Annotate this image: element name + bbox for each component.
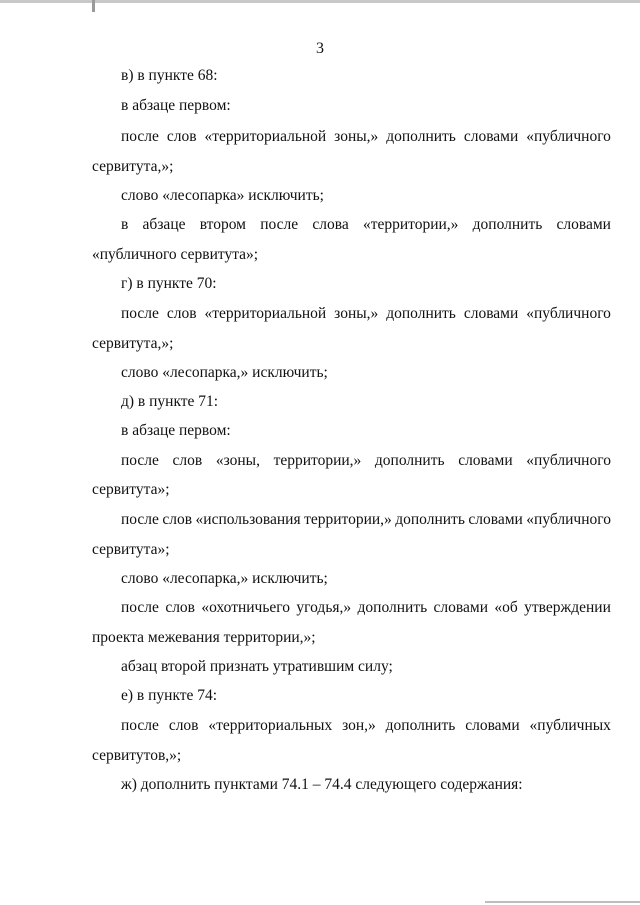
paragraph-line-justified [121,598,611,618]
word: дополнить [395,511,465,528]
paragraph-line: абзац второй признать утратившим силу; [121,658,393,675]
word: «территории,» [362,216,459,233]
item-v-heading: в) в пункте 68: [121,67,218,84]
word: словами [468,511,523,528]
word: территории,» [273,452,362,469]
item-zh-heading: ж) дополнить пунктами 74.1 – 74.4 следующего содержания: [121,776,523,793]
word: слов [172,452,203,469]
word: после [121,717,159,734]
word: «об [494,599,518,616]
word: дополнить [386,128,456,145]
word: слов [166,305,197,322]
word: дополнить [472,216,543,233]
word: словами [458,452,513,469]
word: слов [168,717,199,734]
word: «публичного [526,511,611,528]
word: «публичных [529,717,611,734]
word: словами [433,599,489,616]
word: в [121,216,129,233]
word: словами [463,305,519,322]
word: зоны,» [334,128,379,145]
word: угодья,» [296,599,352,616]
paragraph-line: сервитута»; [92,541,170,558]
paragraph-line-justified [121,716,611,736]
page-number: 3 [316,40,324,57]
word: дополнить [357,599,428,616]
paragraph-line: сервитута,»; [92,158,174,175]
paragraph-line: слово «лесопарка» исключить; [121,187,324,204]
paragraph-line-justified [121,215,611,235]
word: утверждении [524,599,611,616]
word: после [121,128,159,145]
word: территории,» [304,511,392,528]
scan-bottom-edge [485,901,640,903]
paragraph-line: в абзаце первом: [121,97,231,114]
scan-mark [92,0,95,12]
paragraph-line: слово «лесопарка,» исключить; [121,570,328,587]
paragraph-line: сервитута,»; [92,335,174,352]
paragraph-line: сервитута»; [92,481,170,498]
word: дополнить [386,305,456,322]
word: после [121,599,159,616]
word: словами [556,216,611,233]
word: зоны,» [334,305,379,322]
item-d-heading: д) в пункте 71: [121,393,219,410]
word: словами [465,717,520,734]
word: слов [162,511,193,528]
paragraph-line-justified [121,304,611,324]
word: «охотничьего [201,599,291,616]
item-g-heading: г) в пункте 70: [121,275,217,292]
word: после [121,511,159,528]
word: слова [312,216,349,233]
word: зон,» [342,717,376,734]
word: после [121,452,159,469]
paragraph-line: слово «лесопарка,» исключить; [121,364,328,381]
paragraph-line-justified [121,510,611,530]
word: «публичного [526,452,611,469]
paragraph-line: сервитутов,»; [92,747,182,764]
paragraph-line: «публичного сервитута»; [92,246,259,263]
word: слов [165,599,195,616]
word: «территориальных [208,717,333,734]
word: после [121,305,159,322]
word: после [260,216,299,233]
paragraph-line: в абзаце первом: [121,422,231,439]
scan-top-edge [0,0,640,3]
word: «зоны, [215,452,260,469]
item-e-heading: е) в пункте 74: [121,687,218,704]
word: «публичного [526,305,611,322]
word: дополнить [374,452,445,469]
word: дополнить [385,717,456,734]
word: «использования [195,511,301,528]
word: абзаце [142,216,186,233]
word: словами [463,128,519,145]
word: втором [199,216,246,233]
paragraph-line-justified [121,451,611,471]
word: слов [166,128,197,145]
word: «территориальной [204,305,327,322]
word: «территориальной [204,128,327,145]
paragraph-line: проекта межевания территории,»; [92,629,316,646]
paragraph-line-justified [121,127,611,147]
word: «публичного [526,128,611,145]
